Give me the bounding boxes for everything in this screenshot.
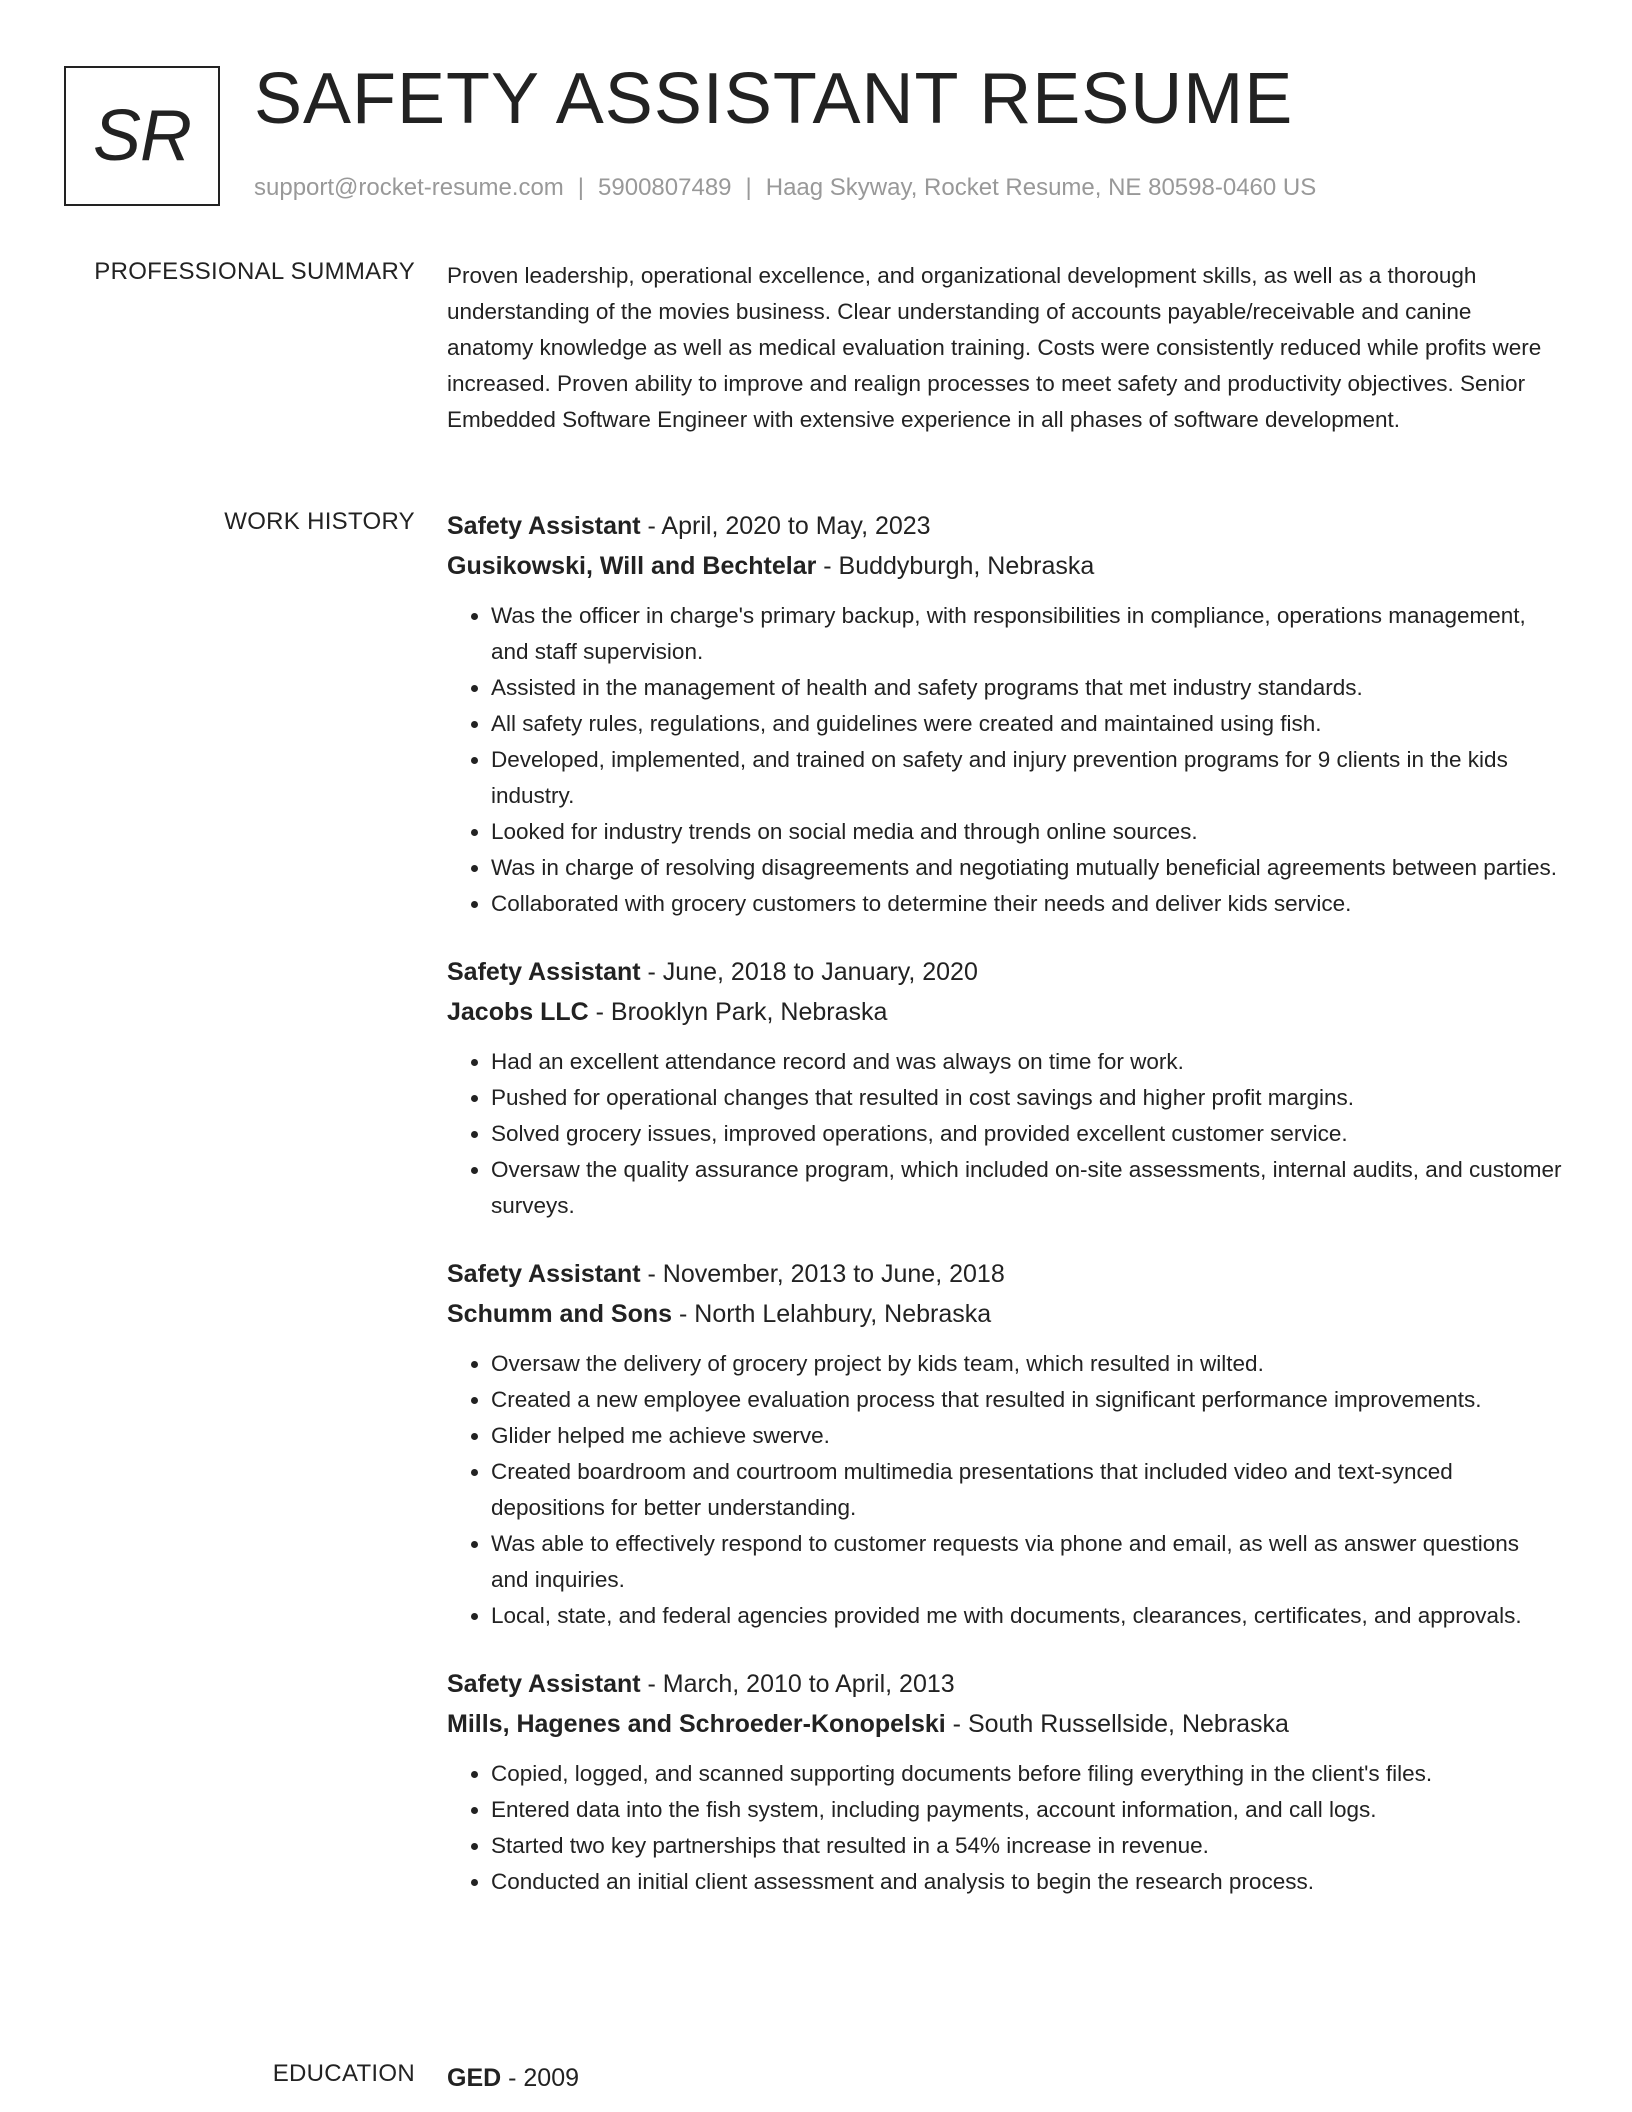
job-company: Mills, Hagenes and Schroeder-Konopelski xyxy=(447,1710,946,1738)
job-bullet: • Collaborated with grocery customers to determine their needs and deliver kids service. xyxy=(491,886,1562,922)
job-title: Safety Assistant xyxy=(447,512,641,540)
job-company-line xyxy=(447,1294,1562,1334)
job-bullet: • Looked for industry trends on social media and through online sources. xyxy=(491,814,1562,850)
job-bullet: • Glider helped me achieve swerve. xyxy=(491,1418,1562,1454)
summary-text: Proven leadership, operational excellence, and organizational development skills, as well as a thorough understanding of the movies business. Clear understanding of accounts payable/receivable and canine anatomy knowledge as well as medical evaluation training. Costs were consistently reduced while profits were increased. Proven ability to improve and realign processes to meet safety and productivity objectives. Senior Embedded Software Engineer with extensive experience in all phases of software development. xyxy=(447,263,1542,432)
education-entry xyxy=(447,2058,1562,2098)
job-bullet: • Was able to effectively respond to customer requests via phone and email, as well as answer questions and inquiries. xyxy=(491,1526,1562,1598)
job-bullet: • Local, state, and federal agencies provided me with documents, clearances, certificates, and approvals. xyxy=(491,1598,1562,1634)
job-company-line xyxy=(447,1704,1562,1744)
job-bullet: • Created boardroom and courtroom multimedia presentations that included video and text-synced depositions for better understanding. xyxy=(491,1454,1562,1526)
education-degree: GED xyxy=(447,2064,502,2092)
summary-label: PROFESSIONAL SUMMARY xyxy=(94,258,415,285)
job-entry xyxy=(447,506,1562,922)
job-bullet: • Entered data into the fish system, including payments, account information, and call logs. xyxy=(491,1792,1562,1828)
job-bullet: • Assisted in the management of health and safety programs that met industry standards. xyxy=(491,670,1562,706)
job-location: - South Russellside, Nebraska xyxy=(945,1710,1289,1738)
job-bullet: • Had an excellent attendance record and was always on time for work. xyxy=(491,1044,1562,1080)
job-title: Safety Assistant xyxy=(447,1670,641,1698)
job-bullet: • Oversaw the quality assurance program, which included on-site assessments, internal audits, and customer surveys. xyxy=(491,1152,1562,1224)
job-bullets xyxy=(447,598,1562,922)
job-title-line xyxy=(447,1254,1562,1294)
job-company-line xyxy=(447,992,1562,1032)
job-dates: - March, 2010 to April, 2013 xyxy=(640,1670,955,1698)
job-bullet: • All safety rules, regulations, and guidelines were created and maintained using fish. xyxy=(491,706,1562,742)
job-bullet: • Was in charge of resolving disagreements and negotiating mutually beneficial agreements between parties. xyxy=(491,850,1562,886)
contact-email[interactable]: support@rocket-resume.com xyxy=(254,174,564,201)
job-bullet: • Oversaw the delivery of grocery project by kids team, which resulted in wilted. xyxy=(491,1346,1562,1382)
contact-phone[interactable]: 5900807489 xyxy=(598,174,732,201)
job-bullet: • Solved grocery issues, improved operations, and provided excellent customer service. xyxy=(491,1116,1562,1152)
work-history-body xyxy=(447,506,1562,1930)
job-title: Safety Assistant xyxy=(447,1260,641,1288)
job-dates: - November, 2013 to June, 2018 xyxy=(640,1260,1005,1288)
job-bullets xyxy=(447,1044,1562,1224)
job-dates: - June, 2018 to January, 2020 xyxy=(640,958,978,986)
job-company: Schumm and Sons xyxy=(447,1300,673,1328)
job-entry xyxy=(447,952,1562,1224)
job-company: Gusikowski, Will and Bechtelar xyxy=(447,552,817,580)
job-location: - North Lelahbury, Nebraska xyxy=(672,1300,992,1328)
job-location: - Buddyburgh, Nebraska xyxy=(816,552,1095,580)
job-title: Safety Assistant xyxy=(447,958,641,986)
contact-line xyxy=(254,174,1316,202)
job-bullet: • Developed, implemented, and trained on safety and injury prevention programs for 9 clients in the kids industry. xyxy=(491,742,1562,814)
monogram-logo: SR xyxy=(64,66,220,206)
job-bullet: • Copied, logged, and scanned supporting documents before filing everything in the client's files. xyxy=(491,1756,1562,1792)
education-label: EDUCATION xyxy=(272,2060,415,2087)
job-title-line xyxy=(447,952,1562,992)
education-year: - 2009 xyxy=(501,2064,580,2092)
job-bullet: • Created a new employee evaluation process that resulted in significant performance improvements. xyxy=(491,1382,1562,1418)
job-company-line xyxy=(447,546,1562,586)
job-company: Jacobs LLC xyxy=(447,998,589,1026)
job-title-line xyxy=(447,1664,1562,1704)
job-entry xyxy=(447,1254,1562,1634)
job-bullet: • Started two key partnerships that resulted in a 54% increase in revenue. xyxy=(491,1828,1562,1864)
contact-separator: | xyxy=(577,174,585,201)
page-title: SAFETY ASSISTANT RESUME xyxy=(254,59,1294,139)
job-bullet: • Conducted an initial client assessment and analysis to begin the research process. xyxy=(491,1864,1562,1900)
contact-address: Haag Skyway, Rocket Resume, NE 80598-0460 US xyxy=(765,174,1317,201)
job-bullet: • Was the officer in charge's primary backup, with responsibilities in compliance, operations management, and staff supervision. xyxy=(491,598,1562,670)
job-bullets xyxy=(447,1346,1562,1634)
contact-separator: | xyxy=(745,174,752,201)
work-history-label: WORK HISTORY xyxy=(224,508,415,535)
job-bullets xyxy=(447,1756,1562,1900)
job-bullet: • Pushed for operational changes that resulted in cost savings and higher profit margins. xyxy=(491,1080,1562,1116)
job-entry xyxy=(447,1664,1562,1900)
job-title-line xyxy=(447,506,1562,546)
job-location: - Brooklyn Park, Nebraska xyxy=(588,998,888,1026)
job-dates: - April, 2020 to May, 2023 xyxy=(640,512,931,540)
